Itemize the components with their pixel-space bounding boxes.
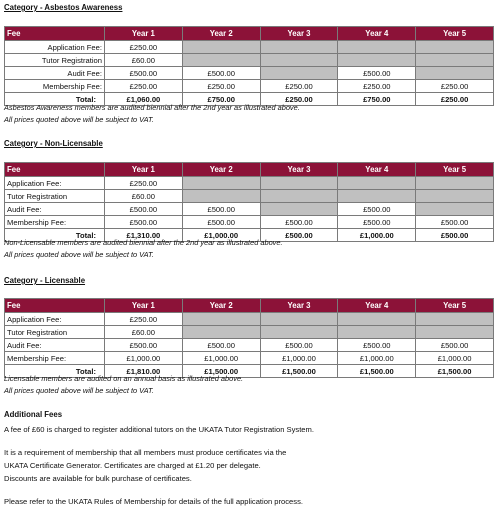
- table-row: [5, 203, 494, 216]
- fee-cell-year-5: [416, 190, 494, 203]
- fee-table: [4, 26, 494, 106]
- fee-cell-year-2: £500.00: [182, 67, 260, 80]
- header-year-1: Year 1: [105, 299, 183, 313]
- section-note: Asbestos Awareness members are audited biennial after the 2nd year as illustrated above.: [4, 103, 300, 112]
- fee-cell-year-3: £1,500.00: [260, 365, 338, 378]
- header-fee: Fee: [5, 163, 105, 177]
- header-year-3: Year 3: [260, 163, 338, 177]
- fee-cell-year-4: £250.00: [338, 80, 416, 93]
- fee-cell-year-5: [416, 54, 494, 67]
- fee-cell-year-1: £60.00: [105, 326, 183, 339]
- table-row: [5, 190, 494, 203]
- fee-cell-year-5: £250.00: [416, 93, 494, 106]
- fee-cell-year-2: [182, 190, 260, 203]
- header-fee: Fee: [5, 27, 105, 41]
- table-header-row: [5, 163, 494, 177]
- fee-cell-year-4: £500.00: [338, 67, 416, 80]
- fee-cell-year-2: £500.00: [182, 216, 260, 229]
- vat-note: All prices quoted above will be subject to VAT.: [4, 250, 154, 259]
- table-row: [5, 80, 494, 93]
- header-year-1: Year 1: [105, 163, 183, 177]
- table-row: [5, 216, 494, 229]
- row-label: Application Fee:: [5, 177, 105, 190]
- row-label: Membership Fee:: [5, 352, 105, 365]
- fee-cell-year-5: [416, 326, 494, 339]
- fee-cell-year-5: £1,000.00: [416, 352, 494, 365]
- header-year-3: Year 3: [260, 299, 338, 313]
- fee-cell-year-5: £1,500.00: [416, 365, 494, 378]
- fee-cell-year-4: [338, 190, 416, 203]
- fee-cell-year-4: £750.00: [338, 93, 416, 106]
- fee-table: [4, 162, 494, 242]
- fee-cell-year-1: £250.00: [105, 41, 183, 54]
- header-year-3: Year 3: [260, 27, 338, 41]
- fee-cell-year-2: [182, 54, 260, 67]
- fee-cell-year-5: £250.00: [416, 80, 494, 93]
- fee-cell-year-2: [182, 41, 260, 54]
- section-title: Category - Asbestos Awareness: [4, 3, 123, 12]
- fee-cell-year-3: [260, 67, 338, 80]
- fee-cell-year-3: [260, 203, 338, 216]
- row-label: Tutor Registration: [5, 190, 105, 203]
- table-row: [5, 339, 494, 352]
- fee-cell-year-1: £1,000.00: [105, 352, 183, 365]
- fee-cell-year-1: £500.00: [105, 339, 183, 352]
- fee-cell-year-3: £250.00: [260, 80, 338, 93]
- fee-cell-year-2: [182, 177, 260, 190]
- fee-cell-year-2: £750.00: [182, 93, 260, 106]
- header-year-4: Year 4: [338, 299, 416, 313]
- fee-cell-year-5: [416, 41, 494, 54]
- table-row: [5, 177, 494, 190]
- fee-cell-year-3: [260, 41, 338, 54]
- row-label: Application Fee:: [5, 41, 105, 54]
- row-label: Tutor Registration: [5, 54, 105, 67]
- fee-cell-year-4: £500.00: [338, 203, 416, 216]
- fee-cell-year-3: [260, 326, 338, 339]
- row-label: Audit Fee:: [5, 67, 105, 80]
- row-label: Membership Fee:: [5, 216, 105, 229]
- fee-cell-year-3: [260, 177, 338, 190]
- header-year-4: Year 4: [338, 27, 416, 41]
- section-title: Category - Non-Licensable: [4, 139, 103, 148]
- fee-cell-year-4: £1,000.00: [338, 352, 416, 365]
- fee-cell-year-1: £60.00: [105, 190, 183, 203]
- header-year-2: Year 2: [182, 27, 260, 41]
- fee-cell-year-2: £1,500.00: [182, 365, 260, 378]
- table-row: [5, 67, 494, 80]
- section-title: Category - Licensable: [4, 276, 86, 285]
- fee-cell-year-1: £250.00: [105, 313, 183, 326]
- fee-cell-year-1: £1,810.00: [105, 365, 183, 378]
- fee-cell-year-4: £1,000.00: [338, 229, 416, 242]
- tutor-fee-paragraph: A fee of £60 is charged to register additional tutors on the UKATA Tutor Registration System.: [4, 425, 314, 434]
- fee-cell-year-4: [338, 54, 416, 67]
- header-year-4: Year 4: [338, 163, 416, 177]
- row-label: Total:: [5, 365, 105, 378]
- fee-cell-year-5: [416, 313, 494, 326]
- fee-cell-year-3: £500.00: [260, 216, 338, 229]
- row-label: Audit Fee:: [5, 339, 105, 352]
- fee-cell-year-4: £1,500.00: [338, 365, 416, 378]
- fee-cell-year-1: £1,060.00: [105, 93, 183, 106]
- fee-cell-year-4: £500.00: [338, 339, 416, 352]
- header-year-5: Year 5: [416, 27, 494, 41]
- row-label: Audit Fee:: [5, 203, 105, 216]
- fee-cell-year-5: £500.00: [416, 216, 494, 229]
- fee-cell-year-5: [416, 177, 494, 190]
- fee-cell-year-1: £1,310.00: [105, 229, 183, 242]
- fee-cell-year-2: [182, 313, 260, 326]
- section-note: Non-Licensable members are audited biennial after the 2nd year as illustrated above.: [4, 238, 283, 247]
- header-year-5: Year 5: [416, 299, 494, 313]
- fee-cell-year-3: £500.00: [260, 229, 338, 242]
- fee-table: [4, 298, 494, 378]
- fee-cell-year-2: £250.00: [182, 80, 260, 93]
- fee-cell-year-2: £1,000.00: [182, 352, 260, 365]
- header-year-5: Year 5: [416, 163, 494, 177]
- fee-cell-year-3: [260, 190, 338, 203]
- table-row: [5, 326, 494, 339]
- fee-cell-year-3: £1,000.00: [260, 352, 338, 365]
- fee-cell-year-3: £250.00: [260, 93, 338, 106]
- vat-note: All prices quoted above will be subject to VAT.: [4, 386, 154, 395]
- fee-cell-year-2: £500.00: [182, 203, 260, 216]
- vat-note: All prices quoted above will be subject to VAT.: [4, 115, 154, 124]
- fee-cell-year-1: £500.00: [105, 216, 183, 229]
- header-year-2: Year 2: [182, 163, 260, 177]
- fee-cell-year-1: £250.00: [105, 80, 183, 93]
- fee-cell-year-1: £500.00: [105, 203, 183, 216]
- fee-cell-year-2: £1,000.00: [182, 229, 260, 242]
- row-label: Total:: [5, 93, 105, 106]
- certificate-paragraph-line1: It is a requirement of membership that all members must produce certificates via the: [4, 448, 287, 457]
- fee-cell-year-1: £250.00: [105, 177, 183, 190]
- additional-fees-title: Additional Fees: [4, 410, 63, 419]
- fee-cell-year-5: £500.00: [416, 229, 494, 242]
- fee-cell-year-5: [416, 203, 494, 216]
- row-label: Tutor Registration: [5, 326, 105, 339]
- row-label: Membership Fee:: [5, 80, 105, 93]
- table-row: [5, 54, 494, 67]
- fee-cell-year-4: [338, 326, 416, 339]
- fee-cell-year-1: £60.00: [105, 54, 183, 67]
- fee-cell-year-3: [260, 54, 338, 67]
- fee-cell-year-5: £500.00: [416, 339, 494, 352]
- fee-cell-year-2: £500.00: [182, 339, 260, 352]
- table-header-row: [5, 299, 494, 313]
- certificate-paragraph-line3: Discounts are available for bulk purchase of certificates.: [4, 474, 192, 483]
- fee-cell-year-5: [416, 67, 494, 80]
- header-fee: Fee: [5, 299, 105, 313]
- table-header-row: [5, 27, 494, 41]
- certificate-paragraph-line2: UKATA Certificate Generator. Certificates are charged at £1.20 per delegate.: [4, 461, 261, 470]
- section-note: Licensable members are audited on an annual basis as illustrated above.: [4, 374, 244, 383]
- fee-cell-year-3: £500.00: [260, 339, 338, 352]
- row-label: Total:: [5, 229, 105, 242]
- rules-paragraph: Please refer to the UKATA Rules of Membership for details of the full application process.: [4, 497, 303, 506]
- fee-cell-year-3: [260, 313, 338, 326]
- fee-cell-year-1: £500.00: [105, 67, 183, 80]
- fee-cell-year-4: [338, 177, 416, 190]
- row-label: Application Fee:: [5, 313, 105, 326]
- table-row: [5, 313, 494, 326]
- table-row: [5, 41, 494, 54]
- table-row: [5, 352, 494, 365]
- fee-cell-year-4: £500.00: [338, 216, 416, 229]
- fee-cell-year-4: [338, 313, 416, 326]
- fee-cell-year-2: [182, 326, 260, 339]
- header-year-1: Year 1: [105, 27, 183, 41]
- header-year-2: Year 2: [182, 299, 260, 313]
- fee-cell-year-4: [338, 41, 416, 54]
